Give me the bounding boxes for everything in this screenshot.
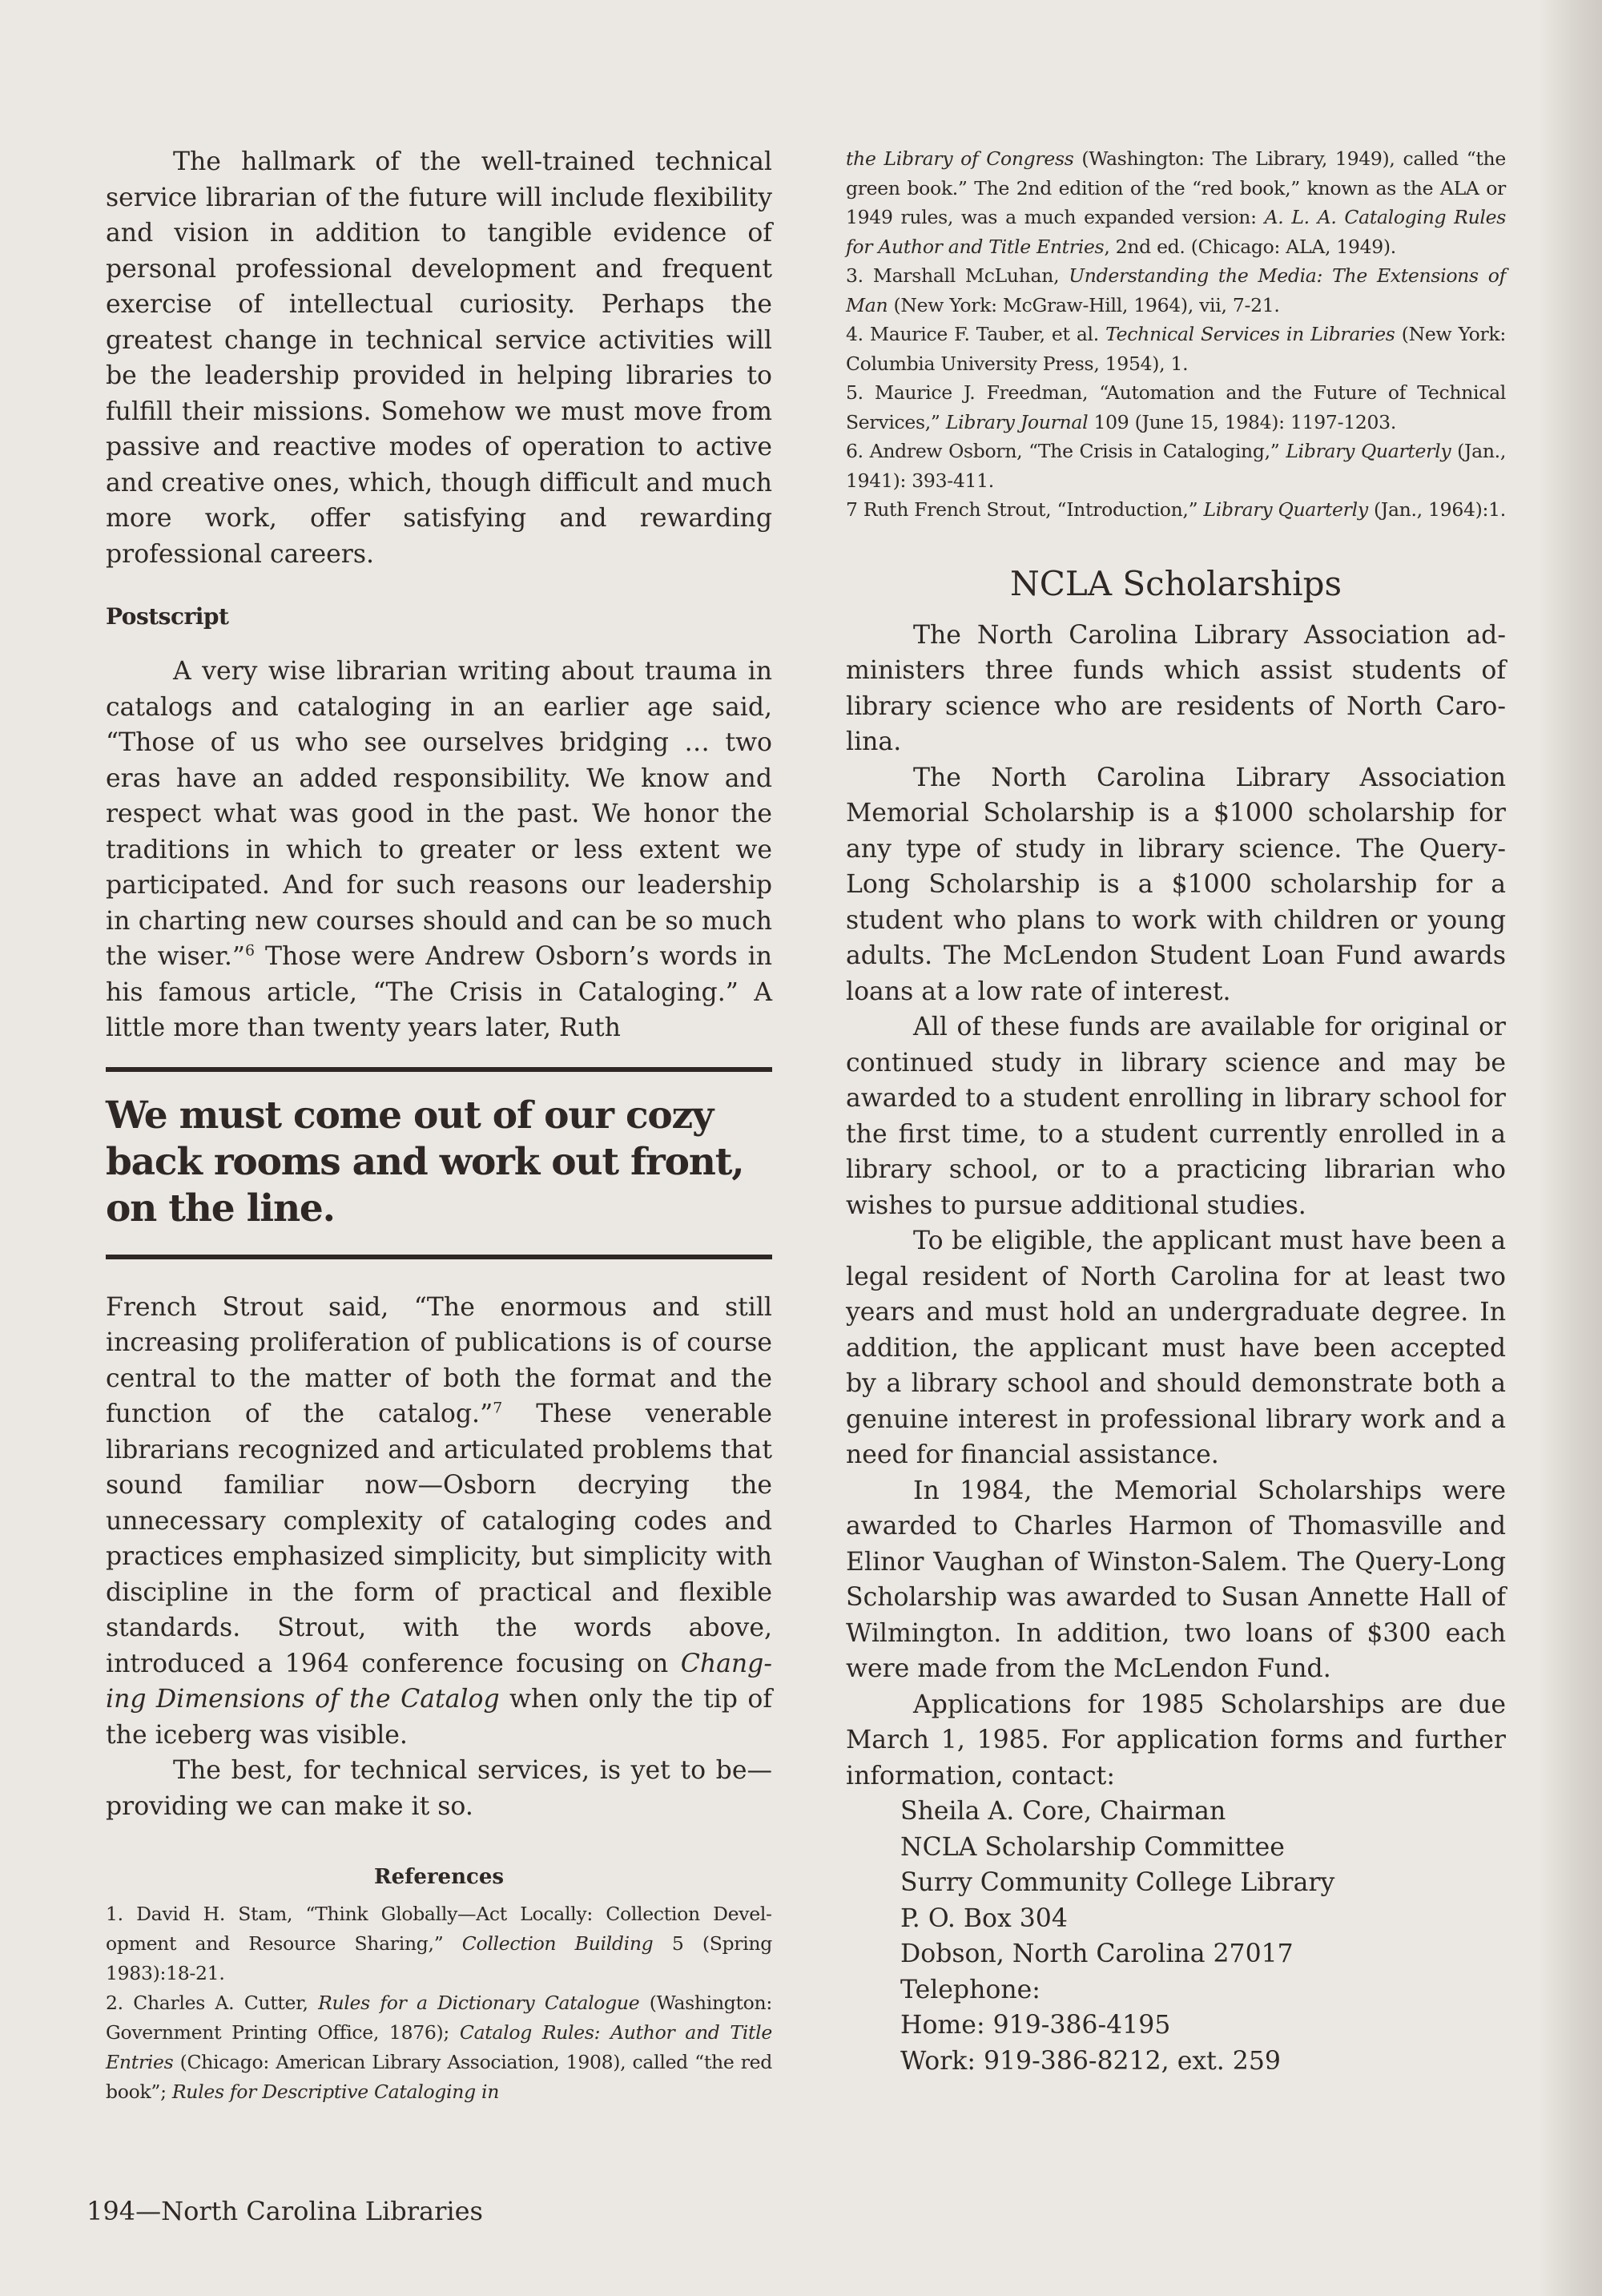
scholarship-paragraph-1: The North Carolina Library Association administers three funds which assist students of library science who are residents of North Carolina. (846, 620, 1506, 756)
reference-text: 1. David H. Stam, “Think Globally—Act Locally: Collection Development and Resource Sharing,” (106, 1903, 772, 1955)
reference-text: 5 (Spring 1983):18-21. (106, 1932, 772, 1984)
contact-institution: Surry Community College Library (900, 1868, 1335, 1897)
reference-italic: Library Quarterly (1203, 498, 1368, 521)
reference-italic: Catalog Rules: Author and Title Entries (106, 2021, 772, 2073)
reference-italic: the Library of Congress (846, 147, 1074, 170)
reference-italic: A. L. A. Cataloging Rules for Author and Title Entries (846, 206, 1506, 258)
reference-italic: Technical Services in Libraries (1105, 323, 1395, 345)
contact-po-box: P. O. Box 304 (900, 1903, 1068, 1933)
reference-text: (New York: Columbia University Press, 1954), 1. (846, 323, 1506, 375)
reference-item-6 (846, 437, 1506, 495)
section-title: NCLA Scholarships (1009, 563, 1342, 603)
conference-title: Changing Dimensions of the Catalog (106, 1649, 772, 1714)
continuation-text-mid: These venerable librarians recognized and articulated problems that sound familiar now—Osborn decrying the unnecessary complexity of cataloging codes and practices emphasized simplicity, but simplicity with discipline in the form of practical and flexible standards. Strout, with the words above, introduced a 1964 conference focusing on (106, 1400, 773, 1678)
reference-text: 6. Andrew Osborn, “The Crisis in Cataloging,” (846, 440, 1286, 462)
scholarship-paragraph-5: In 1984, the Memorial Scholarships were awarded to Charles Harmon of Thomasville and Elinor Vaughan of Winston-Salem. The Query-Long Scholarship was awarded to Susan Annette Hall of Wilmington. In addition, two loans of $300 each were made from the McLendon Fund. (846, 1476, 1506, 1683)
postscript-heading: Postscript (106, 603, 229, 630)
pull-quote (106, 1067, 772, 1259)
reference-text: 109 (June 15, 1984): 1197-1203. (1088, 410, 1396, 433)
continuation-paragraph (106, 1290, 772, 1754)
footnote-marker-6: 6 (245, 941, 256, 960)
reference-italic: Library Journal (945, 410, 1089, 433)
references-heading: References (373, 1865, 505, 1889)
reference-text: (Jan., 1964):1. (1367, 498, 1506, 521)
references-continued (846, 144, 1506, 525)
reference-item-5 (846, 378, 1506, 437)
scholarship-paragraph-6: Applications for 1985 Scholarships are due March 1, 1985. For application forms and further information, contact: (846, 1690, 1506, 1790)
continuation-text-end: when only the tip of the iceberg was visible. (106, 1685, 772, 1750)
reference-text: 5. Maurice J. Freedman, “Automation and the Future of Technical Services,” (846, 381, 1506, 433)
pull-quote-text: We must come out of our cozy back rooms and work out front, on the line. (106, 1093, 744, 1231)
reference-item-4 (846, 320, 1506, 378)
reference-italic: Rules for a Dictionary Catalogue (318, 1992, 640, 2014)
reference-item-7 (846, 495, 1506, 525)
postscript-text-continued: Those were Andrew Osborn’s words in his famous article, “The Crisis in Cataloging.” A little more than twenty years later, Ruth (106, 942, 772, 1042)
reference-text: (New York: McGraw-Hill, 1964), vii, 7-21. (888, 293, 1280, 316)
postscript-paragraph (106, 654, 772, 1046)
contact-home-phone: Home: 919-386-4195 (900, 2011, 1171, 2040)
contact-city: Dobson, North Carolina 27017 (900, 1940, 1294, 1968)
reference-text: (Washington: Government Printing Office, 1876); (106, 1992, 772, 2044)
left-column (106, 144, 772, 2107)
contact-committee: NCLA Scholarship Committee (900, 1832, 1285, 1862)
reference-italic: Library Quarterly (1286, 440, 1451, 462)
scholarship-paragraph-2: The North Carolina Library Association Memorial Scholarship is a $1000 scholarship for any type of study in library science. The Query-Long Scholarship is a $1000 scholarship for a student who plans to work with children or young adults. The McLendon Student Loan Fund awards loans at a low rate of interest. (846, 763, 1506, 1006)
postscript-text: A very wise librarian writing about trauma in catalogs and cataloging in an earlier age said, “Those of us who see ourselves bridging … two eras have an added responsibility. We know and respect what was good in the past. We honor the traditions in which to greater or less extent we participated. And for such reasons our leadership in charting new courses should and can be so much the wiser.” (106, 657, 772, 971)
intro-paragraph: The hallmark of the well-trained technical service librarian of the future will include flexibility and vision in addition to tangible evidence of personal professional development and frequent exercise of intellectual curiosity. Perhaps the greatest change in technical service activities will be the leadership provided in helping libraries to fulfill their missions. Somehow we must move from passive and reactive modes of operation to active and creative ones, which, though difficult and much more work, offer satisfying and rewarding professional careers. (106, 147, 772, 569)
reference-text: 7 Ruth French Strout, “Introduction,” (846, 498, 1204, 521)
reference-text: , 2nd ed. (Chicago: ALA, 1949). (1104, 235, 1396, 258)
reference-item-2-continued (846, 144, 1506, 261)
reference-text: (Washington: The Library, 1949), called “the green book.” The 2nd edition of the “red book,” known as the ALA or 1949 rules, was a much expanded version: (846, 147, 1507, 228)
page-binding-shadow (1538, 0, 1602, 2296)
right-column (846, 144, 1506, 2079)
contact-block (846, 1794, 1506, 2079)
reference-italic: Rules for Descriptive Cataloging in (171, 2080, 500, 2103)
reference-italic: Understanding the Media: The Extensions of Man (846, 264, 1506, 316)
reference-text: (Jan., 1941): 393-411. (846, 440, 1506, 492)
reference-italic: Collection Building (461, 1932, 654, 1955)
continuation-text: French Strout said, “The enormous and still increasing proliferation of publications is of course central to the matter of both the format and the function of the catalog.” (106, 1292, 772, 1428)
reference-text: (Chicago: American Library Association, 1908), called “the red book”; (106, 2051, 772, 2103)
contact-name: Sheila A. Core, Chairman (900, 1797, 1226, 1826)
scholarship-paragraph-3: All of these funds are available for original or continued study in library science and may be awarded to a student enrolling in library school for the first time, to a student currently enrolled in a library school, or to a practicing librarian who wishes to pursue additional studies. (846, 1013, 1506, 1220)
reference-text: 3. Marshall McLuhan, (846, 264, 1069, 287)
contact-telephone-label: Telephone: (900, 1975, 1040, 2004)
reference-text: 2. Charles A. Cutter, (106, 1992, 319, 2014)
reference-item-1 (106, 1899, 772, 1988)
reference-item-2 (106, 1988, 772, 2107)
contact-work-phone: Work: 919-386-8212, ext. 259 (900, 2046, 1281, 2076)
scholarship-paragraph-4: To be eligible, the applicant must have been a legal resident of North Carolina for at least two years and must hold an undergraduate degree. In addition, the applicant must have been accepted by a library school and should demonstrate both a genuine interest in professional library work and a need for financial assistance. (846, 1227, 1506, 1469)
closing-paragraph: The best, for technical services, is yet to be—providing we can make it so. (106, 1756, 772, 1821)
reference-item-3 (846, 261, 1506, 320)
page-footer: 194—North Carolina Libraries (87, 2196, 483, 2226)
footnote-marker-7: 7 (493, 1399, 503, 1417)
reference-text: 4. Maurice F. Tauber, et al. (846, 323, 1106, 345)
